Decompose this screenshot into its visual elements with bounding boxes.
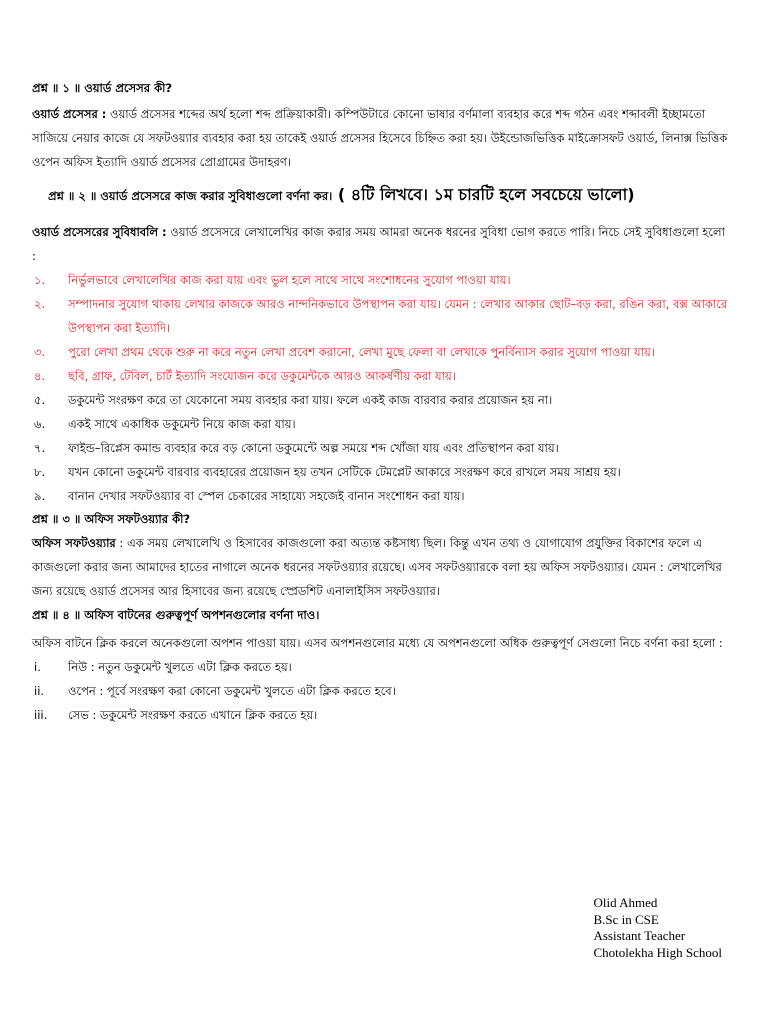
item-text: ডকুমেন্ট সংরক্ষণ করে তা যেকোনো সময় ব্যবহার করা যায়। ফলে একই কাজ বারবার করার প্রয়োজন হয় না। [68, 392, 553, 407]
question-2-note: ( ৪টি লিখবে। ১ম চারটি হলে সবচেয়ে ভালো) [332, 185, 635, 204]
author-signature-block [593, 895, 722, 961]
advantage-item-1 [32, 268, 728, 292]
question-2-intro-lead: ওয়ার্ড প্রসেসরের সুবিধাবলি : [32, 224, 167, 239]
item-number: ৯. [34, 488, 46, 503]
item-number: ৭. [34, 440, 46, 455]
question-3-answer-body: : এক সময় লেখালেখি ও হিসাবের কাজগুলো করা অত্যন্ত কষ্টসাধ্য ছিল। কিন্তু এখন তথ্য ও যোগাযোগ প্রযুক্তির বিকাশের ফলে এ কাজগুলো করার জন্য আমাদের হাতের নাগালে অনেক ধরনের সফটওয়্যার রয়েছে। এসব সফটওয়্যারকে বলা হয় অফিস সফটওয়্যার। যেমন : লেখালেখির জন্য রয়েছে ওয়ার্ড প্রসেসর আর হিসাবের জন্য রয়েছে স্প্রেডশিট এনালাইসিস সফটওয়্যার। [32, 535, 722, 598]
item-number: ১. [34, 272, 46, 287]
advantage-item-8 [32, 460, 728, 484]
item-text: সেভ : ডকুমেন্ট সংরক্ষণ করতে এখানে ক্লিক করতে হয়। [68, 707, 318, 722]
question-2-heading-text: প্রশ্ন ॥ ২ ॥ ওয়ার্ড প্রসেসরে কাজ করার সুবিধাগুলো বর্ণনা কর। [48, 189, 333, 203]
question-2-heading [32, 183, 728, 208]
question-3-answer-lead: অফিস সফটওয়্যার [32, 535, 116, 550]
question-2-intro-body: ওয়ার্ড প্রসেসরে লেখালেখির কাজ করার সময় আমরা অনেক ধরনের সুবিধা ভোগ করতে পারি। নিচে সেই সুবিধাগুলো হলো : [32, 224, 725, 263]
item-number: iii. [34, 707, 48, 722]
advantages-list [32, 268, 728, 508]
item-text: বানান দেখার সফটওয়্যার বা স্পেল চেকারের সাহায্যে সহজেই বানান সংশোধন করা যায়। [68, 488, 465, 503]
item-text: ফাইন্ড–রিপ্লেস কমান্ড ব্যবহার করে বড় কোনো ডকুমেন্টে অল্প সময়ে শব্দ খোঁজা যায় এবং প্রতিস্থাপন করা যায়। [68, 440, 559, 455]
item-number: i. [34, 659, 41, 674]
question-2-intro [32, 220, 728, 268]
item-number: ৫. [34, 392, 46, 407]
advantage-item-6 [32, 412, 728, 436]
item-number: ২. [34, 296, 46, 311]
item-text: ওপেন : পূর্বে সংরক্ষণ করা কোনো ডকুমেন্ট খুলতে এটা ক্লিক করতে হবে। [68, 683, 396, 698]
item-text: যখন কোনো ডকুমেন্ট বারবার ব্যবহারের প্রয়োজন হয় তখন সেটিকে টেমপ্লেট আকারে সংরক্ষণ করে রাখলে সময় সাশ্রয় হয়। [68, 464, 621, 479]
office-options-list [32, 655, 728, 727]
item-number: ৪. [34, 368, 46, 383]
question-3-heading: প্রশ্ন ॥ ৩ ॥ অফিস সফটওয়্যার কী? [32, 511, 191, 526]
item-text: নির্ভুলভাবে লেখালেখির কাজ করা যায় এবং ভুল হলে সাথে সাথে সংশোধনের সুযোগ পাওয়া যায়। [68, 272, 511, 287]
advantage-item-2 [32, 292, 728, 340]
advantage-item-9 [32, 484, 728, 508]
author-title: Assistant Teacher [593, 928, 686, 943]
item-text: পুরো লেখা প্রথম থেকে শুরু না করে নতুন লেখা প্রবেশ করানো, লেখা মুছে ফেলা বা লেখাকে পুনর্বিন্যাস করার সুযোগ পাওয়া যায়। [68, 344, 655, 359]
question-1-heading: প্রশ্ন ॥ ১ ॥ ওয়ার্ড প্রসেসর কী? [32, 81, 173, 95]
question-4-heading: প্রশ্ন ॥ ৪ ॥ অফিস বাটনের গুরুত্বপূর্ণ অপশনগুলোর বর্ণনা দাও। [32, 607, 320, 622]
question-1-answer-lead: ওয়ার্ড প্রসেসর : [32, 107, 107, 121]
office-option-save [32, 703, 728, 727]
item-text: একই সাথে একাধিক ডকুমেন্ট নিয়ে কাজ করা যায়। [68, 416, 296, 431]
advantage-item-3 [32, 340, 728, 364]
item-text: ছবি, গ্রাফ, টেবিল, চার্ট ইত্যাদি সংযোজন করে ডকুমেন্টকে আরও আকর্ষণীয় করা যায়। [68, 368, 456, 383]
advantage-item-5 [32, 388, 728, 412]
advantage-item-4 [32, 364, 728, 388]
author-school: Chotolekha High School [593, 944, 722, 960]
advantage-item-7 [32, 436, 728, 460]
item-text: নিউ : নতুন ডকুমেন্ট খুলতে এটা ক্লিক করতে হয়। [68, 659, 292, 674]
office-option-open [32, 679, 728, 703]
author-degree: B.Sc in CSE [593, 911, 659, 927]
item-number: ৬. [34, 416, 46, 431]
item-number: ৩. [34, 344, 46, 359]
question-3-answer [32, 531, 728, 603]
author-name: Olid Ahmed [593, 895, 658, 910]
question-4-intro: অফিস বাটনে ক্লিক করলে অনেকগুলো অপশন পাওয়া যায়। এসব অপশনগুলোর মধ্যে যে অপশনগুলো অধিক গুরুত্বপূর্ণ সেগুলো নিচে বর্ণনা করা হলো : [32, 635, 723, 650]
question-1-answer [32, 102, 728, 174]
question-1-answer-body: ওয়ার্ড প্রসেসর শব্দের অর্থ হলো শব্দ প্রক্রিয়াকারী। কম্পিউটারে কোনো ভাষার বর্ণমালা ব্যবহার করে শব্দ গঠন এবং শব্দাবলী ইচ্ছামতো সাজিয়ে নেয়ার কাজে যে সফটওয়্যার ব্যবহার করা হয় তাকেই ওয়ার্ড প্রসেসর হিসেবে চিহ্নিত করা হয়। উইন্ডোজভিত্তিক মাইক্রোসফট ওয়ার্ড, লিনাক্স ভিত্তিক ওপেন অফিস ইত্যাদি ওয়ার্ড প্রসেসর প্রোগ্রামের উদাহরণ। [32, 107, 728, 169]
item-number: ii. [34, 683, 45, 698]
office-option-new [32, 655, 728, 679]
item-text: সম্পাদনার সুযোগ থাকায় লেখার কাজকে আরও নান্দনিকভাবে উপস্থাপন করা যায়। যেমন : লেখার আকার ছোট–বড় করা, রঙিন করা, বক্স আকারে উপস্থাপন করা ইত্যাদি। [68, 296, 728, 335]
item-number: ৮. [34, 464, 46, 479]
